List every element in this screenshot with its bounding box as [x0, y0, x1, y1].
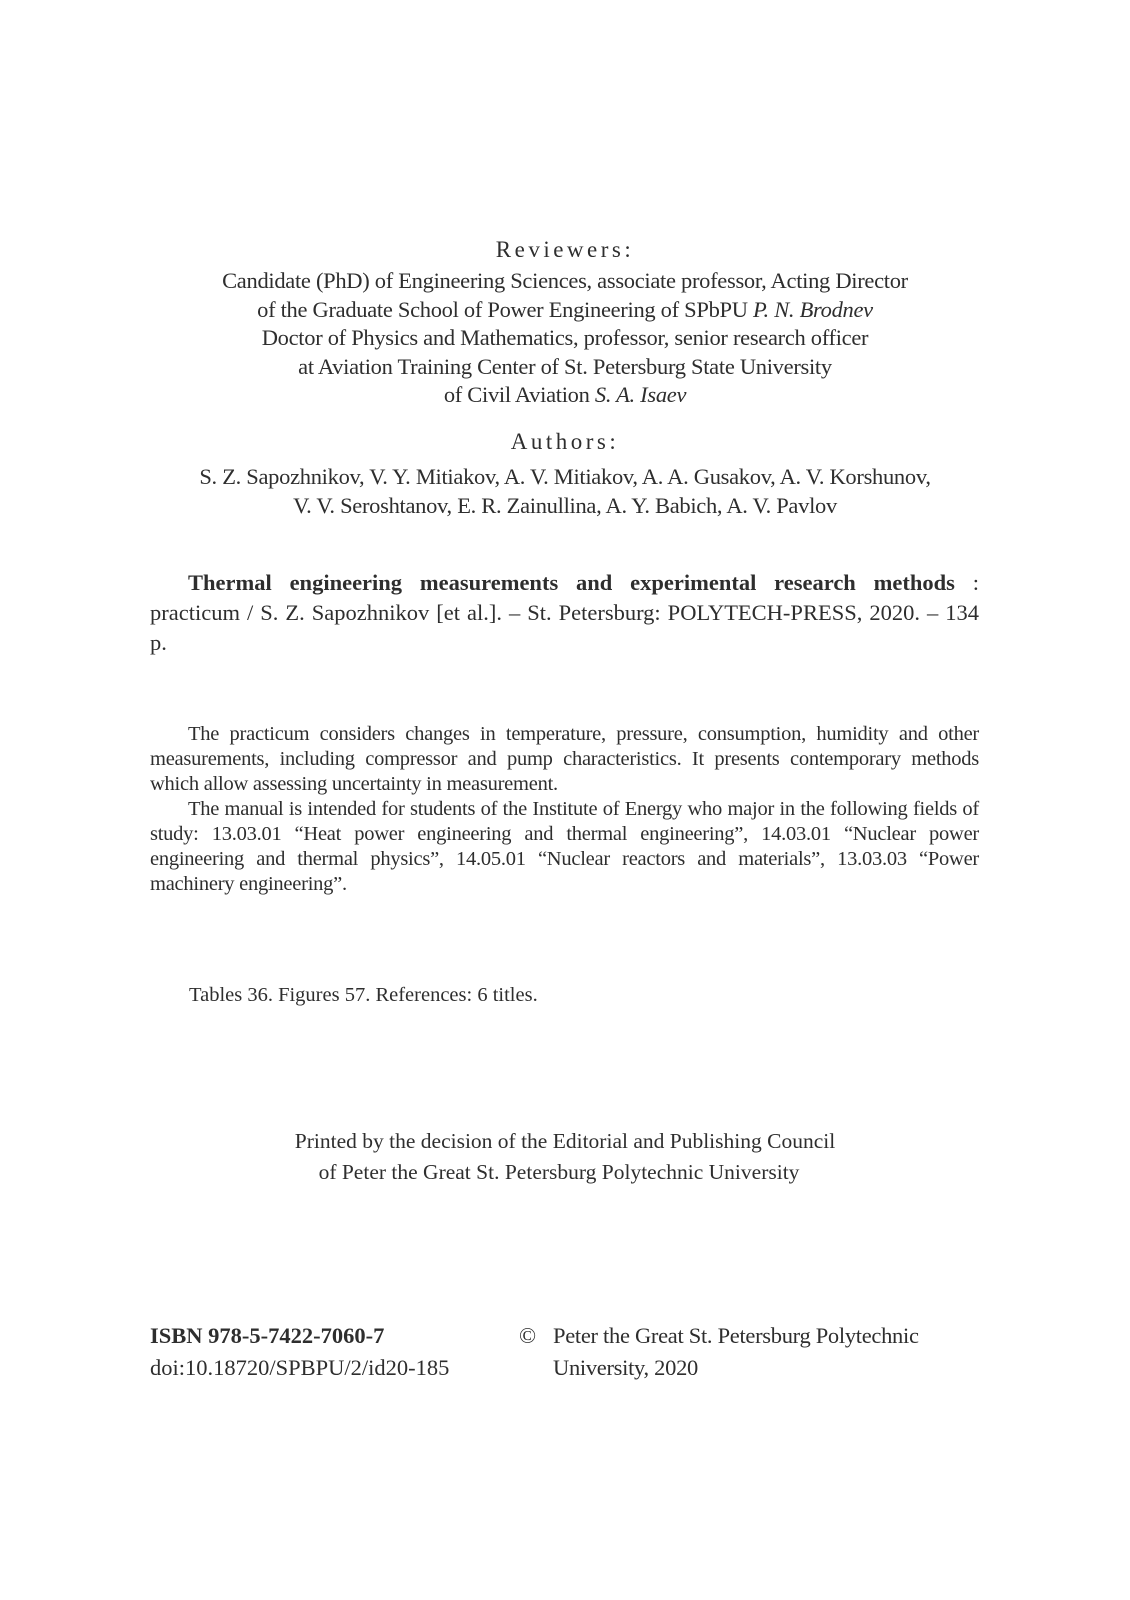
abstract-paragraph-2: The manual is intended for students of the Institute of Energy who major in the following fields of study: 13.03.01 “Heat power engineering and thermal engineering”, 14.03.01 “Nuclear power engineering and thermal physics”, 14.05.01 “Nuclear reactors and materials”, 13.03.03 “Power machinery engineering”.	[150, 798, 979, 895]
authors-line-2: V. V. Seroshtanov, E. R. Zainullina, A. Y. Babich, A. V. Pavlov	[293, 492, 837, 518]
authors-heading: Authors:	[510, 429, 620, 454]
reviewer-1-line-1: Candidate (PhD) of Engineering Sciences, associate professor, Acting Director	[222, 268, 908, 293]
reviewer-2-name: S. A. Isaev	[594, 382, 687, 407]
abstract-paragraph-1: The practicum considers changes in temperature, pressure, consumption, humidity and other measurements, including compressor and pump characteristics. It presents contemporary methods which allow assessing uncertainty in measurement.	[150, 723, 979, 795]
reviewer-1-name: P. N. Brodnev	[753, 296, 873, 322]
copyright-holder	[553, 1320, 919, 1384]
reviewer-1-line-2	[150, 296, 980, 325]
reviewer-2-line-1: Doctor of Physics and Mathematics, professor, senior research officer	[261, 325, 869, 350]
reviewer-1-affiliation: of the Graduate School of Power Engineering of SPbPU	[257, 296, 754, 322]
imprint-line-2: of Peter the Great St. Petersburg Polytechnic University	[318, 1160, 800, 1184]
doi: doi:10.18720/SPBPU/2/id20-185	[150, 1355, 450, 1380]
identifiers	[150, 1320, 449, 1384]
reviewer-2-affiliation: of Civil Aviation	[443, 382, 595, 407]
bibliographic-citation	[150, 568, 979, 658]
citation-details: : practicum / S. Z. Sapozhnikov [et al.]. – St. Petersburg: POLYTECH-PRESS, 2020. – 134 p.	[150, 570, 979, 655]
book-title: Thermal engineering measurements and experimental research methods	[188, 570, 955, 595]
tables-figures-references-count: Tables 36. Figures 57. References: 6 titles.	[189, 984, 538, 1006]
authors-line-1: S. Z. Sapozhnikov, V. Y. Mitiakov, A. V. Mitiakov, A. A. Gusakov, A. V. Korshunov,	[199, 464, 931, 489]
reviewers-list	[150, 267, 980, 410]
reviewer-2-line-3	[150, 381, 980, 410]
publication-imprint	[150, 1126, 980, 1188]
reviewers-heading: Reviewers:	[495, 237, 635, 262]
copyright-line-1: Peter the Great St. Petersburg Polytechnic	[553, 1323, 919, 1348]
isbn: ISBN 978-5-7422-7060-7	[150, 1323, 385, 1348]
reviewer-2-line-2: at Aviation Training Center of St. Petersburg State University	[298, 353, 832, 379]
copyright-icon: ©	[519, 1323, 537, 1348]
abstract	[150, 722, 979, 897]
authors-list	[150, 463, 980, 520]
imprint-line-1: Printed by the decision of the Editorial and Publishing Council	[294, 1129, 836, 1153]
copyright-line-2: University, 2020	[553, 1355, 698, 1380]
